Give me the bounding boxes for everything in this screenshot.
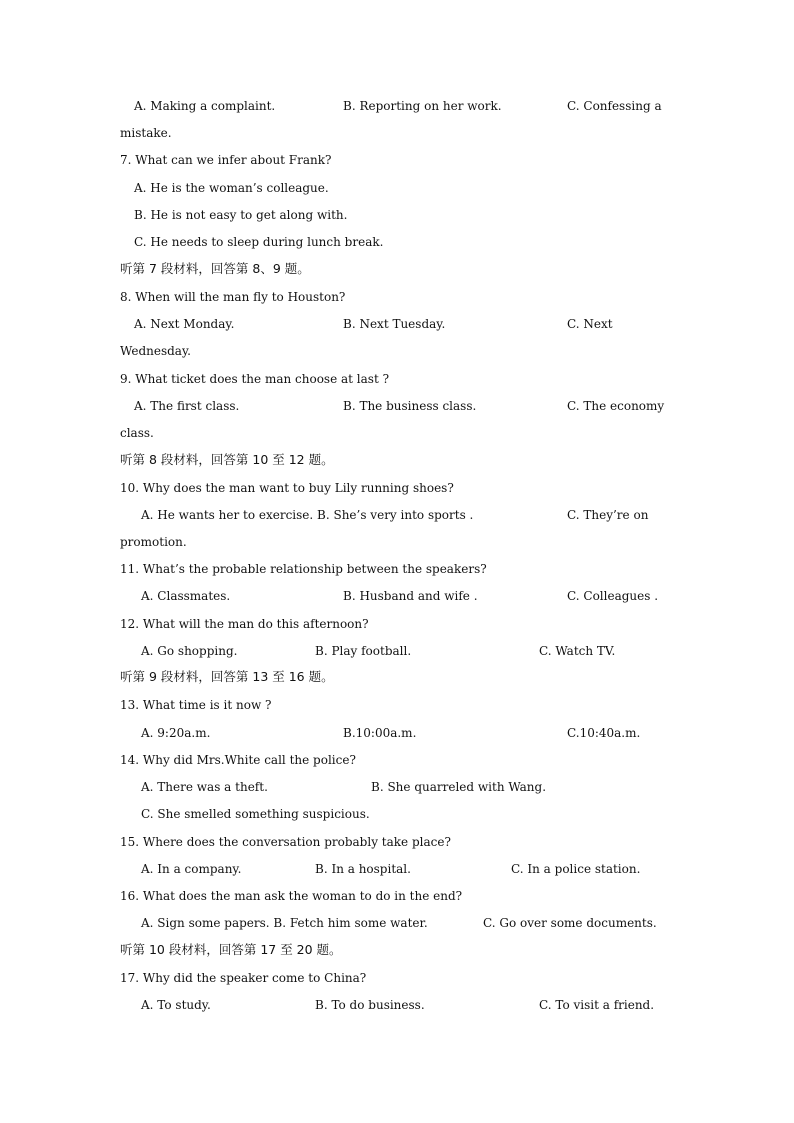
q16-question: 16. What does the man ask the woman to do in the end? xyxy=(120,889,463,903)
section-8-heading: 听第 8 段材料，回答第 10 至 12 题。 xyxy=(120,452,334,467)
q9-option-b: B. The business class. xyxy=(343,399,477,413)
q11-question: 11. What’s the probable relationship between the speakers? xyxy=(120,562,487,576)
q12-option-c: C. Watch TV. xyxy=(539,644,616,658)
q7-question: 7. What can we infer about Frank? xyxy=(120,153,332,167)
q12-question: 12. What will the man do this afternoon? xyxy=(120,617,369,631)
section-7-heading: 听第 7 段材料，回答第 8、9 题。 xyxy=(120,261,310,276)
q15-option-b: B. In a hospital. xyxy=(315,862,411,876)
q7-option-c: C. He needs to sleep during lunch break. xyxy=(134,235,384,249)
q11-option-c: C. Colleagues . xyxy=(567,589,659,603)
q10-option-c: C. They’re on xyxy=(567,508,649,522)
q7-option-b: B. He is not easy to get along with. xyxy=(134,208,348,222)
q9-option-c-continued: class. xyxy=(120,426,154,440)
q9-option-c: C. The economy xyxy=(567,399,665,413)
q13-option-a: A. 9:20a.m. xyxy=(141,726,211,740)
q10-option-c-continued: promotion. xyxy=(120,535,187,549)
q6-option-c: C. Confessing a xyxy=(567,99,662,113)
q13-option-b: B.10:00a.m. xyxy=(343,726,417,740)
q14-question: 14. Why did Mrs.White call the police? xyxy=(120,753,356,767)
q10-question: 10. Why does the man want to buy Lily running shoes? xyxy=(120,481,454,495)
q8-option-a: A. Next Monday. xyxy=(134,317,235,331)
q8-question: 8. When will the man fly to Houston? xyxy=(120,290,346,304)
q17-option-b: B. To do business. xyxy=(315,998,425,1012)
q13-question: 13. What time is it now ? xyxy=(120,698,272,712)
q9-option-a: A. The first class. xyxy=(134,399,240,413)
q8-option-b: B. Next Tuesday. xyxy=(343,317,446,331)
q14-option-b: B. She quarreled with Wang. xyxy=(371,780,547,794)
q12-option-b: B. Play football. xyxy=(315,644,412,658)
q11-option-b: B. Husband and wife . xyxy=(343,589,478,603)
q12-option-a: A. Go shopping. xyxy=(141,644,238,658)
q15-option-a: A. In a company. xyxy=(141,862,242,876)
q16-option-c: C. Go over some documents. xyxy=(483,916,657,930)
q6-option-c-continued: mistake. xyxy=(120,126,172,140)
q14-option-c: C. She smelled something suspicious. xyxy=(141,807,370,821)
q6-option-a: A. Making a complaint. xyxy=(134,99,276,113)
section-10-heading: 听第 10 段材料，回答第 17 至 20 题。 xyxy=(120,942,342,957)
q9-question: 9. What ticket does the man choose at last ? xyxy=(120,372,390,386)
q17-option-a: A. To study. xyxy=(141,998,211,1012)
q11-option-a: A. Classmates. xyxy=(141,589,231,603)
q15-option-c: C. In a police station. xyxy=(511,862,641,876)
q8-option-c: C. Next xyxy=(567,317,613,331)
q8-option-c-continued: Wednesday. xyxy=(120,344,191,358)
q6-option-b: B. Reporting on her work. xyxy=(343,99,502,113)
q10-options-ab: A. He wants her to exercise. B. She’s very into sports . xyxy=(141,508,474,522)
q13-option-c: C.10:40a.m. xyxy=(567,726,641,740)
q17-question: 17. Why did the speaker come to China? xyxy=(120,971,367,985)
q16-options-ab: A. Sign some papers. B. Fetch him some water. xyxy=(141,916,428,930)
q17-option-c: C. To visit a friend. xyxy=(539,998,655,1012)
q14-option-a: A. There was a theft. xyxy=(141,780,268,794)
q15-question: 15. Where does the conversation probably take place? xyxy=(120,835,451,849)
q7-option-a: A. He is the woman’s colleague. xyxy=(134,181,329,195)
section-9-heading: 听第 9 段材料，回答第 13 至 16 题。 xyxy=(120,669,334,684)
